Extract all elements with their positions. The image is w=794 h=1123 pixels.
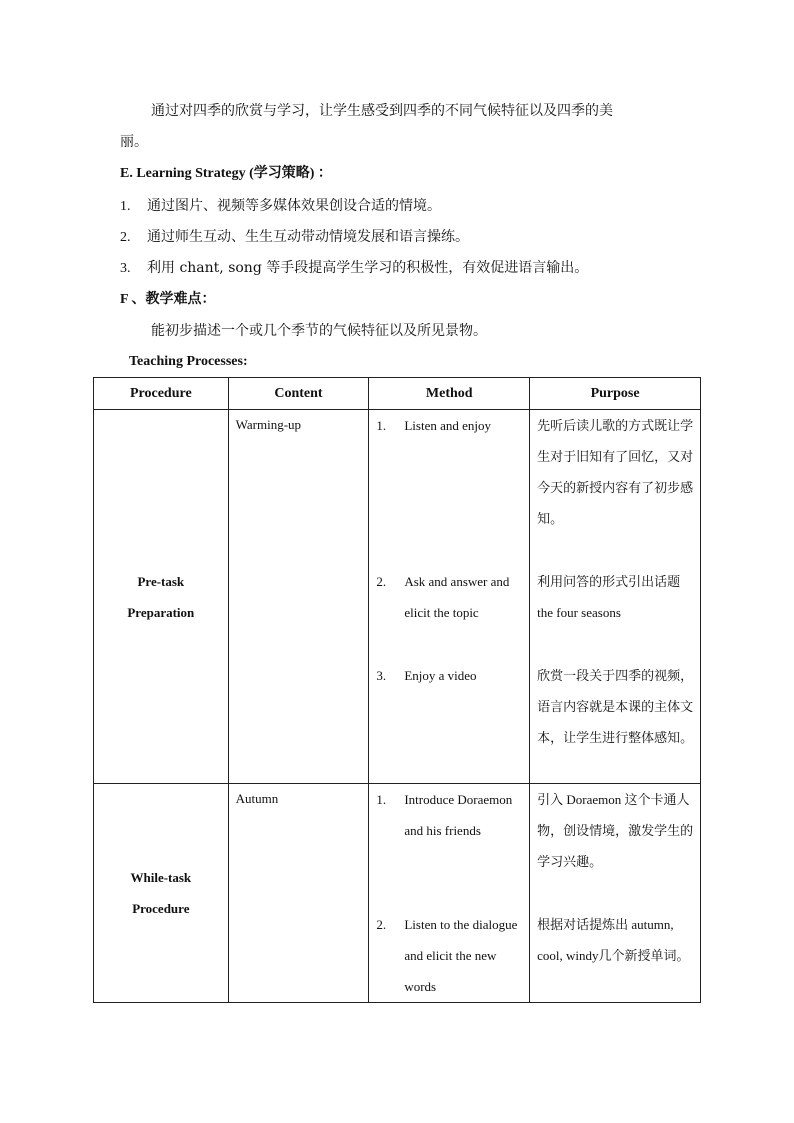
purpose-text: 先听后读儿歌的方式既让学生对于旧知有了回忆，又对今天的新授内容有了初步感知。 <box>537 418 694 526</box>
procedure-label: Pre-task <box>137 573 185 589</box>
procedure-label: While-task <box>130 870 192 885</box>
method-text: Introduce Doraemon and his friends <box>404 792 513 838</box>
method-text: Listen and enjoy <box>404 418 491 433</box>
header-procedure: Procedure <box>94 378 229 410</box>
method-item <box>369 660 529 691</box>
purpose-cell <box>530 410 701 784</box>
header-method: Method <box>369 378 530 410</box>
strategy-item-text: 利用 chant, song 等手段提高学生学习的积极性，有效促进语言输出。 <box>147 260 589 276</box>
teaching-processes-title: Teaching Processes: <box>129 354 248 369</box>
method-cell <box>369 784 530 1003</box>
method-item <box>369 566 529 660</box>
procedure-cell <box>94 410 229 784</box>
method-number: 3. <box>376 668 387 683</box>
strategy-item-2 <box>120 227 469 248</box>
method-number: 1. <box>376 792 387 807</box>
procedure-cell <box>94 784 229 1003</box>
method-number: 1. <box>376 418 387 433</box>
strategy-item-3 <box>120 258 588 279</box>
purpose-text: 利用问答的形式引出话题 the four seasons <box>537 574 681 620</box>
table-header-row <box>94 378 701 410</box>
content-cell: Autumn <box>228 784 369 1003</box>
purpose-text: 根据对话提炼出 autumn, cool, windy几个新授单词。 <box>537 917 690 963</box>
method-number: 2. <box>376 574 387 589</box>
method-text: Listen to the dialogue and elicit the new words <box>404 917 518 994</box>
table-row <box>94 410 701 784</box>
table-row <box>94 784 701 1003</box>
teaching-difficulty-text: 能初步描述一个或几个季节的气候特征以及所见景物。 <box>151 323 487 339</box>
header-content: Content <box>228 378 369 410</box>
strategy-item-number: 3. <box>120 261 131 276</box>
strategy-item-number: 1. <box>120 199 131 214</box>
method-text: Enjoy a video <box>404 668 477 683</box>
method-item <box>369 909 529 1002</box>
objective-paragraph: 通过对四季的欣赏与学习，让学生感受到四季的不同气候特征以及四季的美 <box>151 103 613 119</box>
method-cell <box>369 410 530 784</box>
strategy-item-number: 2. <box>120 230 131 245</box>
strategy-item-text: 通过师生互动、生生互动带动情境发展和语言操练。 <box>147 229 469 245</box>
teaching-process-table <box>93 377 701 1003</box>
teaching-difficulty-heading: F 、教学难点： <box>120 292 216 307</box>
procedure-label: Procedure <box>132 901 190 916</box>
header-purpose: Purpose <box>530 378 701 410</box>
method-number: 2. <box>376 917 387 932</box>
procedure-label: Preparation <box>127 604 195 620</box>
learning-strategy-heading: E. Learning Strategy (学习策略) ： <box>120 166 332 181</box>
method-text: Ask and answer and elicit the topic <box>404 574 510 620</box>
purpose-text: 欣赏一段关于四季的视频，语言内容就是本课的主体文本，让学生进行整体感知。 <box>537 668 694 745</box>
strategy-item-text: 通过图片、视频等多媒体效果创设合适的情境。 <box>147 198 441 214</box>
method-item <box>369 784 529 909</box>
method-item <box>369 410 529 566</box>
purpose-cell <box>530 784 701 1003</box>
content-cell: Warming-up <box>228 410 369 784</box>
objective-paragraph-continued: 丽。 <box>120 134 148 150</box>
strategy-item-1 <box>120 196 441 217</box>
purpose-text: 引入 Doraemon 这个卡通人物，创设情境，激发学生的学习兴趣。 <box>537 792 694 869</box>
